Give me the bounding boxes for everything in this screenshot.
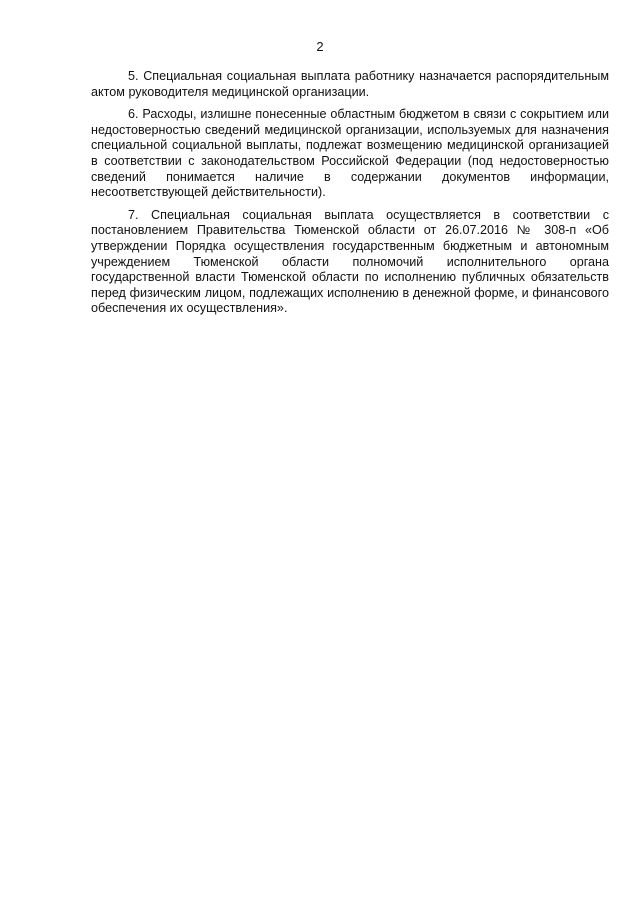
paragraph-7: 7. Специальная социальная выплата осуществляется в соответствии с постановлением Правительства Тюменской области от 26.07.2016 № 308-п «Об утверждении Порядка осуществления государственным бюджетным и автономным учреждением Тюменской области полномочий исполнительного органа государственной власти Тюменской области по исполнению публичных обязательств перед физическим лицом, подлежащих исполнению в денежной форме, и финансового обеспечения их осуществления».	[91, 207, 609, 316]
paragraph-6: 6. Расходы, излишне понесенные областным бюджетом в связи с сокрытием или недостоверностью сведений медицинской организации, используемых для назначения специальной социальной выплаты, подлежат возмещению медицинской организацией в соответствии с законодательством Российской Федерации (под недостоверностью сведений понимается наличие в содержании документов информации, несоответствующей действительности).	[91, 107, 609, 200]
paragraph-5: 5. Специальная социальная выплата работнику назначается распорядительным актом руководителя медицинской организации.	[91, 69, 609, 99]
page-number: 2	[316, 39, 324, 54]
document-body	[91, 69, 609, 324]
